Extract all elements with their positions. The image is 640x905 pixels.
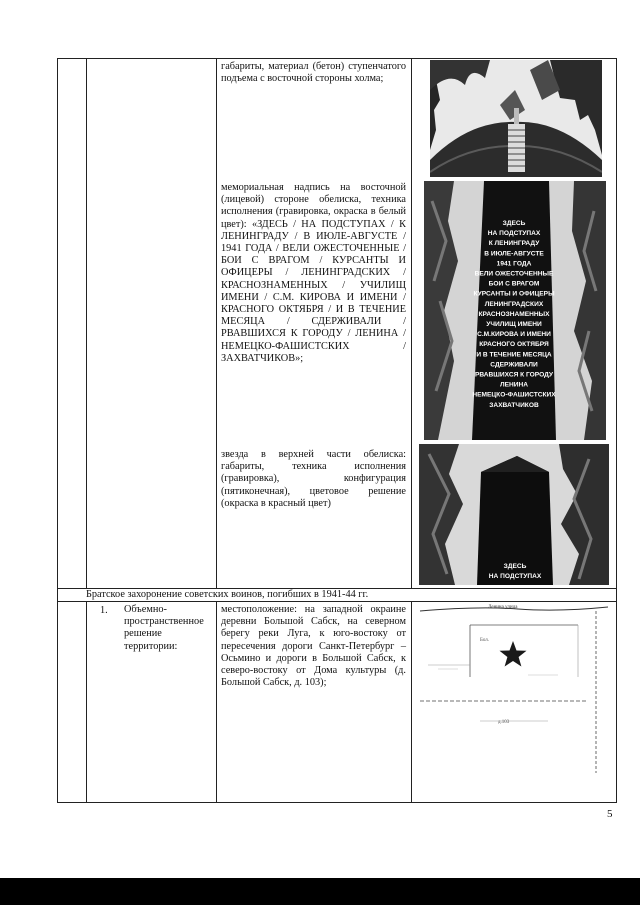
inscription-line: С.М.КИРОВА И ИМЕНИ xyxy=(477,331,551,339)
section-divider-bottom xyxy=(57,601,617,602)
site-plan-map xyxy=(418,603,610,798)
table-col-divider-3b xyxy=(411,601,412,803)
inscription-line: К ЛЕНИНГРАДУ xyxy=(488,240,540,248)
table-col-divider-2 xyxy=(216,58,217,588)
inscription-line: КРАСНОГО ОКТЯБРЯ xyxy=(479,341,549,349)
table-border-bottom xyxy=(57,802,617,803)
map-road-label: Ленина улица xyxy=(488,605,518,610)
inscription-line: СДЕРЖИВАЛИ xyxy=(490,361,538,369)
inscription-line: ЛЕНИНГРАДСКИХ xyxy=(484,300,544,308)
location-description-text: местоположение: на западной окраине деревни Большой Сабск, на северном берегу реки Луга, к юго-востоку от пересечения дороги Санкт-Петербург – Осьмино и дороги в Большой Сабск, к северо-востоку от Дома культуры (д. Большой Сабск, д. 103); xyxy=(221,604,406,689)
site-plan-map-image xyxy=(418,603,610,798)
table-col-divider-1 xyxy=(86,58,87,588)
scan-bottom-band xyxy=(0,878,640,905)
section-title: Братское захоронение советских воинов, погибших в 1941-44 гг. xyxy=(86,589,369,600)
row-number: 1. xyxy=(100,605,108,616)
description-inscription-text: мемориальная надпись на восточной (лицевой) стороне обелиска, техника исполнения (гравировка, окраска в белый цвет): «ЗДЕСЬ / НА ПОДСТУПАХ / К ЛЕНИНГРАДУ / В ИЮЛЕ-АВГУСТЕ / 1941 ГОДА / ВЕЛИ ОЖЕСТОЧЕННЫЕ / БОИ С ВРАГОМ / КУРСАНТЫ И ОФИЦЕРЫ / ЛЕНИНГРАДСКИХ / КРАСНОЗНАМЕННЫХ / УЧИЛИЩ ИМЕНИ / С.М. КИРОВА И ИМЕНИ / КРАСНОГО ОКТЯБРЯ / И В ТЕЧЕНИЕ МЕСЯЦА / СДЕРЖИВАЛИ / РВАВШИХСЯ К ГОРОДУ / ЛЕНИНА / НЕМЕЦКО-ФАШИСТСКИХ / ЗАХВАТЧИКОВ»; xyxy=(221,182,406,364)
inscription-line: ЗДЕСЬ xyxy=(502,220,526,227)
inscription-line: КУРСАНТЫ И ОФИЦЕРЫ xyxy=(473,290,555,298)
photo3-line-2: НА ПОДСТУПАХ xyxy=(488,573,542,580)
inscription-line: ЛЕНИНА xyxy=(499,381,529,389)
table-col-divider-3 xyxy=(411,58,412,588)
row-label: Объемно-пространственное решение территории: xyxy=(124,604,204,652)
photo-obelisk-star-image xyxy=(419,444,609,585)
inscription-line: В ИЮЛЕ-АВГУСТЕ xyxy=(484,250,544,258)
inscription-line: И В ТЕЧЕНИЕ МЕСЯЦА xyxy=(476,351,552,359)
inscription-line: ВЕЛИ ОЖЕСТОЧЕННЫЕ xyxy=(474,270,554,278)
inscription-line: УЧИЛИЩ ИМЕНИ xyxy=(486,321,542,328)
photo-hill-steps-image xyxy=(430,60,602,177)
photo3-line-1: ЗДЕСЬ xyxy=(503,563,527,570)
inscription-line: НА ПОДСТУПАХ xyxy=(487,230,541,238)
inscription-line: 1941 ГОДА xyxy=(496,260,532,268)
photo-hill-steps xyxy=(430,60,602,177)
photo-obelisk-star xyxy=(419,444,609,585)
table-border-top xyxy=(57,58,617,59)
page-number: 5 xyxy=(607,808,613,820)
inscription-line: РВАВШИХСЯ К ГОРОДУ xyxy=(474,371,554,379)
description-dimensions xyxy=(221,61,406,85)
description-inscription xyxy=(221,182,406,365)
inscription-line: ЗАХВАТЧИКОВ xyxy=(489,401,539,409)
table-col-divider-2b xyxy=(216,601,217,803)
description-star xyxy=(221,449,406,510)
inscription-line: НЕМЕЦКО-ФАШИСТСКИХ xyxy=(472,391,556,399)
photo-obelisk-inscription xyxy=(424,181,606,440)
inscription-line: БОИ С ВРАГОМ xyxy=(488,280,540,288)
inscription-line: КРАСНОЗНАМЕННЫХ xyxy=(478,310,550,318)
map-star-icon xyxy=(500,641,527,667)
description-star-text: звезда в верхней части обелиска: габариты, техника исполнения (гравировка), конфигурация (пятиконечная), цветовое решение (окраска в красный цвет) xyxy=(221,449,406,509)
table-col-divider-1b xyxy=(86,601,87,803)
location-description xyxy=(221,604,406,689)
map-label-b: д.103 xyxy=(498,720,510,725)
description-dimensions-text: габариты, материал (бетон) ступенчатого подъема с восточной стороны холма; xyxy=(221,61,406,85)
table-border-left xyxy=(57,58,58,803)
photo-obelisk-inscription-image xyxy=(424,181,606,440)
table-border-right xyxy=(616,58,617,803)
map-label-a: Бол. xyxy=(480,638,490,643)
